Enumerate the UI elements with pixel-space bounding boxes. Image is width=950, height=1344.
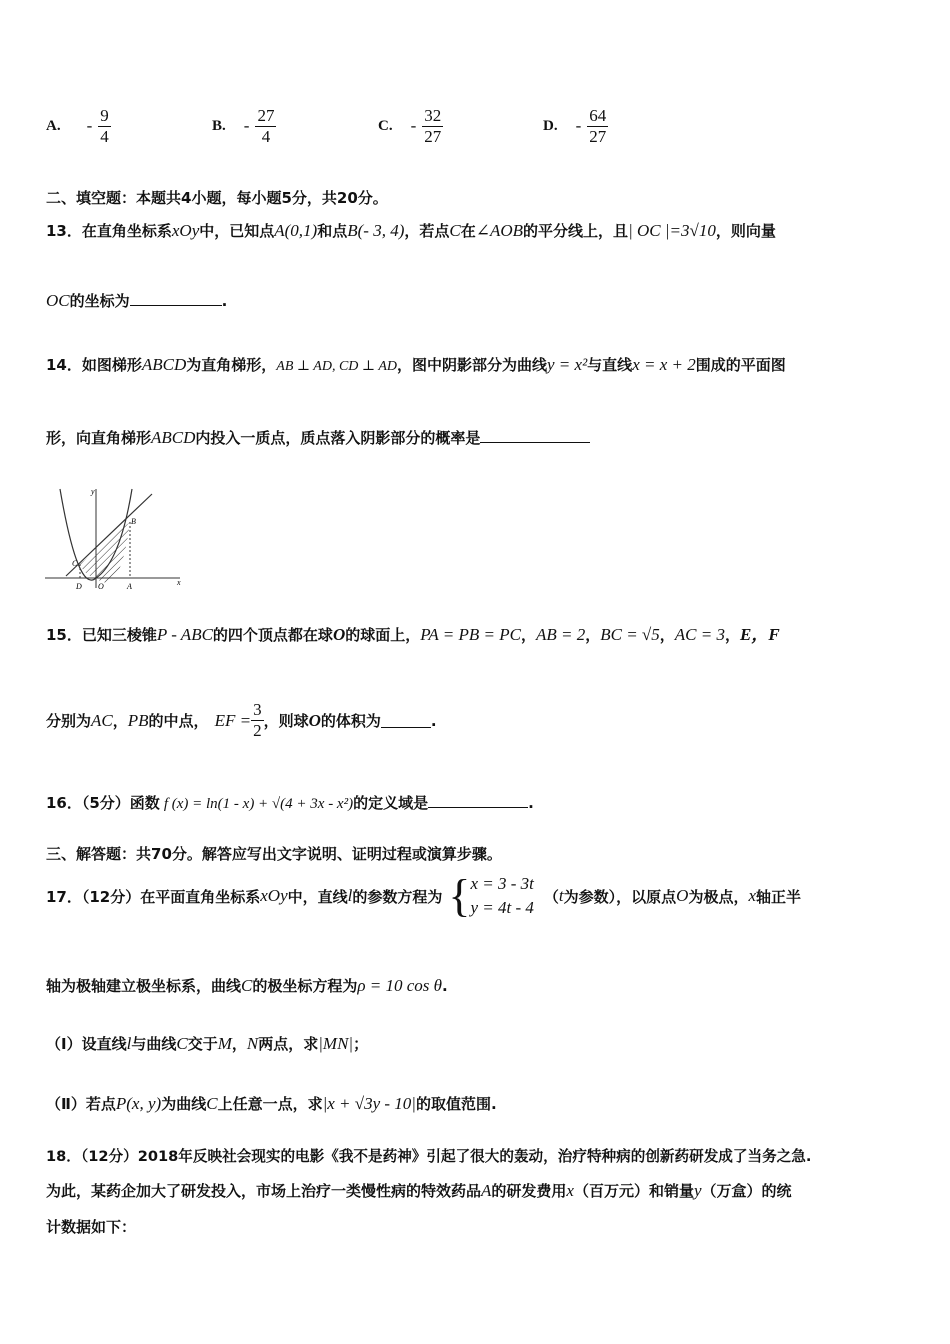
option-label: C. <box>378 117 393 134</box>
option-sign: - <box>243 116 250 135</box>
option-c <box>378 104 443 148</box>
label-a: A <box>127 582 132 591</box>
question-17-part-2: （Ⅱ）若点P(x, y)为曲线C上任意一点，求|x + √3y - 10|的取值范围. <box>46 1094 497 1113</box>
answer-blank[interactable] <box>480 428 590 443</box>
question-15-line2: 分别为 AC ， PB 的中点， EF = $\frac{3}{2}$ ，则球 O 的体积为 . <box>46 700 437 740</box>
option-fraction: $\frac{64}{27}$ <box>589 105 607 146</box>
answer-blank[interactable] <box>381 713 431 728</box>
trapezoid-figure <box>40 484 190 594</box>
option-b <box>212 104 276 148</box>
label-x: x <box>177 578 181 587</box>
question-17: 17．（12分）在平面直角坐标系 xOy 中，直线 l 的参数方程为 { x = 3 - 3t y = 4t - 4 （ t 为参数），以原点 O 为极点， x 轴正半 <box>46 870 802 921</box>
question-14-line2: 形，向直角梯形ABCD内投入一质点，质点落入阴影部分的概率是 <box>46 427 590 448</box>
question-13: 13．在直角坐标系xOy中，已知点A(0,1)和点B(- 3, 4)，若点C在∠AOB的平分线上，且| OC |=3√10，则向量 <box>46 221 776 240</box>
question-13-line2: OC的坐标为 . <box>46 291 228 310</box>
option-label: A. <box>46 117 61 134</box>
fraction: $\frac{3}{2}$ <box>253 700 262 740</box>
question-17-line2: 轴为极轴建立极坐标系，曲线C的极坐标方程为ρ = 10 cos θ. <box>46 976 448 995</box>
parabola-diagram <box>40 484 190 594</box>
question-18-line3: 计数据如下： <box>46 1218 137 1236</box>
question-17-part-1: （Ⅰ）设直线l与曲线C交于M，N两点，求|MN|； <box>46 1034 369 1053</box>
option-a <box>46 104 111 148</box>
option-fraction: $\frac{27}{4}$ <box>257 105 275 146</box>
question-15: 15．已知三棱锥P - ABC的四个顶点都在球O的球面上，PA = PB = PC，AB = 2，BC = √5，AC = 3，E，F <box>46 625 780 644</box>
option-sign: - <box>575 116 582 135</box>
option-sign: - <box>410 116 417 135</box>
section-3-title: 三、解答题：共70分。解答应写出文字说明、证明过程或演算步骤。 <box>46 845 502 863</box>
question-14: 14．如图梯形ABCD为直角梯形，AB ⊥ AD, CD ⊥ AD，图中阴影部分为曲线y = x²与直线x = x + 2围成的平面图 <box>46 355 786 374</box>
question-18-line1: 18．（12分）2018年反映社会现实的电影《我不是药神》引起了很大的轰动，治疗特种病的创新药研发成了当务之急. <box>46 1148 812 1165</box>
question-18-line2: 为此，某药企加大了研发投入，市场上治疗一类慢性病的特效药品A的研发费用x（百万元）和销量y（万盒）的统 <box>46 1181 792 1200</box>
parametric-equations: x = 3 - 3t y = 4t - 4 <box>470 874 534 917</box>
option-d <box>543 104 608 148</box>
question-16: 16．（5分）函数 f (x) = ln(1 - x) + √(4 + 3x - x²)的定义域是 . <box>46 794 534 812</box>
option-label: B. <box>212 117 226 134</box>
label-d: D <box>76 582 82 591</box>
option-fraction: $\frac{32}{27}$ <box>424 105 442 146</box>
label-c: C <box>72 559 78 568</box>
label-o: O <box>98 582 104 591</box>
brace: { <box>448 870 471 921</box>
answer-blank[interactable] <box>428 793 528 808</box>
label-b: B <box>131 517 136 526</box>
option-fraction: $\frac{9}{4}$ <box>100 105 109 146</box>
option-label: D. <box>543 117 558 134</box>
label-y: y <box>91 487 95 496</box>
option-sign: - <box>86 116 93 135</box>
answer-blank[interactable] <box>130 291 222 306</box>
section-2-title: 二、填空题：本题共4小题，每小题5分，共20分。 <box>46 189 388 207</box>
